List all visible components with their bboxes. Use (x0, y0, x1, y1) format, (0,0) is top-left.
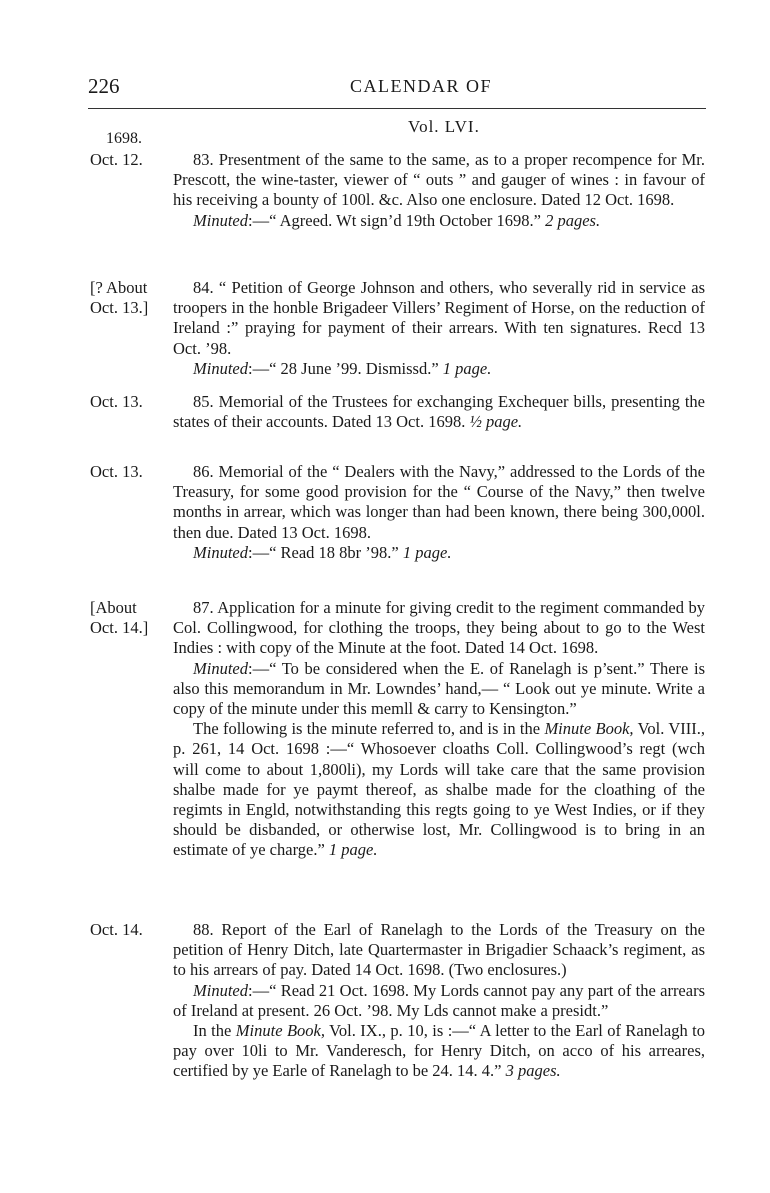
page-count: 2 pages. (545, 210, 601, 230)
minuted-label: Minuted (193, 210, 248, 230)
entry-date: Oct. 12. (90, 150, 143, 169)
entry-date: Oct. 14. (90, 920, 143, 939)
entry-text: 85. Memorial of the Trustees for exchanging Exchequer bills, presenting the states of their accounts. Dated 13 Oct. 1698. ½ page. (173, 392, 705, 432)
running-title: CALENDAR OF (350, 76, 493, 96)
entry-body (173, 598, 705, 861)
entry-text: 88. Report of the Earl of Ranelagh to the Lords of the Treasury on the petition of Henry Ditch, late Quartermaster in Brigadier Schaack’s regiment, as to his arrears of pay. Dated 14 Oct. 1698. (Two enclosures.) (173, 920, 705, 980)
entry-date: [? About Oct. 13.] (90, 278, 149, 317)
entry-date: Oct. 13. (90, 462, 143, 481)
minute-book-title: Minute Book, (544, 719, 634, 739)
minuted-text: :—“ To be considered when the E. of Ranelagh is p’sent.” There is also this memorandum in Mr. Lowndes’ hand,— “ Look out ye minute. Write a copy of the minute under this memll & carry to Kensington.” (173, 658, 705, 719)
minute-book-note: The following is the minute referred to, and is in the Minute Book, Vol. VIII., p. 261, 14 Oct. 1698 :—“ Whosoever cloaths Coll. Collingwood’s regt (wch will come to about 1,800li), my Lords will take care that the same provision shalbe made for ye paymt thereof, as shalbe made for the cloathing of the regimts in Engld, notwithstanding this regts going to ye West Indies, or if they should be disbanded, or otherwise lost, Mr. Collingwood is to bring in an estimate of ye charge.” 1 page. (173, 719, 706, 860)
year-label: 1698. (106, 130, 142, 147)
minuted-line (173, 211, 705, 231)
minute-book-note: In the Minute Book, Vol. IX., p. 10, is :—“ A letter to the Earl of Ranelagh to pay over 10li to Mr. Vanderesch, for Henry Ditch, on acco of his arreares, certified by ye Earle of Ranelagh to be 24. 14. 4.” 3 pages. (173, 1021, 705, 1081)
entry-text: 86. Memorial of the “ Dealers with the Navy,” addressed to the Lords of the Treasury, for some good provision for the “ Course of the Navy,” then twelve months in arrear, which was longer than had been known, there being 300,000l. then due. Dated 13 Oct. 1698. (173, 462, 705, 542)
volume-heading: Vol. LVI. (408, 117, 480, 136)
entry-body (173, 392, 705, 432)
minuted-text: :—“ Agreed. Wt sign’d 19th October 1698.” (248, 210, 541, 230)
minuted-line (173, 359, 705, 379)
minuted-label: Minuted (193, 542, 248, 562)
entry-text: 84. “ Petition of George Johnson and others, who severally rid in service as troopers in the honble Brigadeer Villers’ Regiment of Horse, on the reduction of Ireland :” praying for payment of their arrears. With ten signatures. Recd 13 Oct. ’98. (173, 278, 705, 358)
header-rule (88, 108, 706, 109)
page-count: 3 pages. (505, 1061, 561, 1081)
minuted-label: Minuted (193, 980, 248, 1000)
minuted-text: :—“ Read 21 Oct. 1698. My Lords cannot pay any part of the arrears of Ireland at present. 26 Oct. ’98. My Lds cannot make a presidt.” (173, 980, 705, 1020)
page-count: 1 page. (442, 358, 492, 378)
entry-body (173, 278, 705, 379)
minuted-label: Minuted (193, 358, 248, 378)
page-number: 226 (88, 74, 120, 98)
minuted-line (173, 543, 705, 563)
minute-book-title: Minute Book, (235, 1021, 325, 1041)
entry-date: [About Oct. 14.] (90, 598, 149, 637)
page-count: 1 page. (402, 542, 452, 562)
minuted-label: Minuted (193, 658, 248, 678)
entry-text: 87. Application for a minute for giving credit to the regiment commanded by Col. Collingwood, for clothing the troops, they being about to go to the West Indies : with copy of the Minute at the foot. Dated 14 Oct. 1698. (173, 598, 705, 658)
entry-body (173, 150, 705, 231)
entry-body (173, 920, 705, 1082)
entry-body (173, 462, 705, 563)
page-count: 1 page. (328, 840, 378, 860)
minuted-text: :—“ Read 18 8br ’98.” (248, 542, 399, 562)
minuted-text: :—“ 28 June ’99. Dismissd.” (248, 358, 439, 378)
minuted-line (173, 981, 705, 1021)
page-count: ½ page. (469, 412, 523, 432)
minuted-line (173, 659, 705, 720)
entry-date: Oct. 13. (90, 392, 143, 411)
entry-text: 83. Presentment of the same to the same, as to a proper recompence for Mr. Prescott, the wine-taster, viewer of “ outs ” and gauger of wines : in favour of his receiving a bounty of 100l. &c. Also one enclosure. Dated 12 Oct. 1698. (173, 150, 705, 210)
